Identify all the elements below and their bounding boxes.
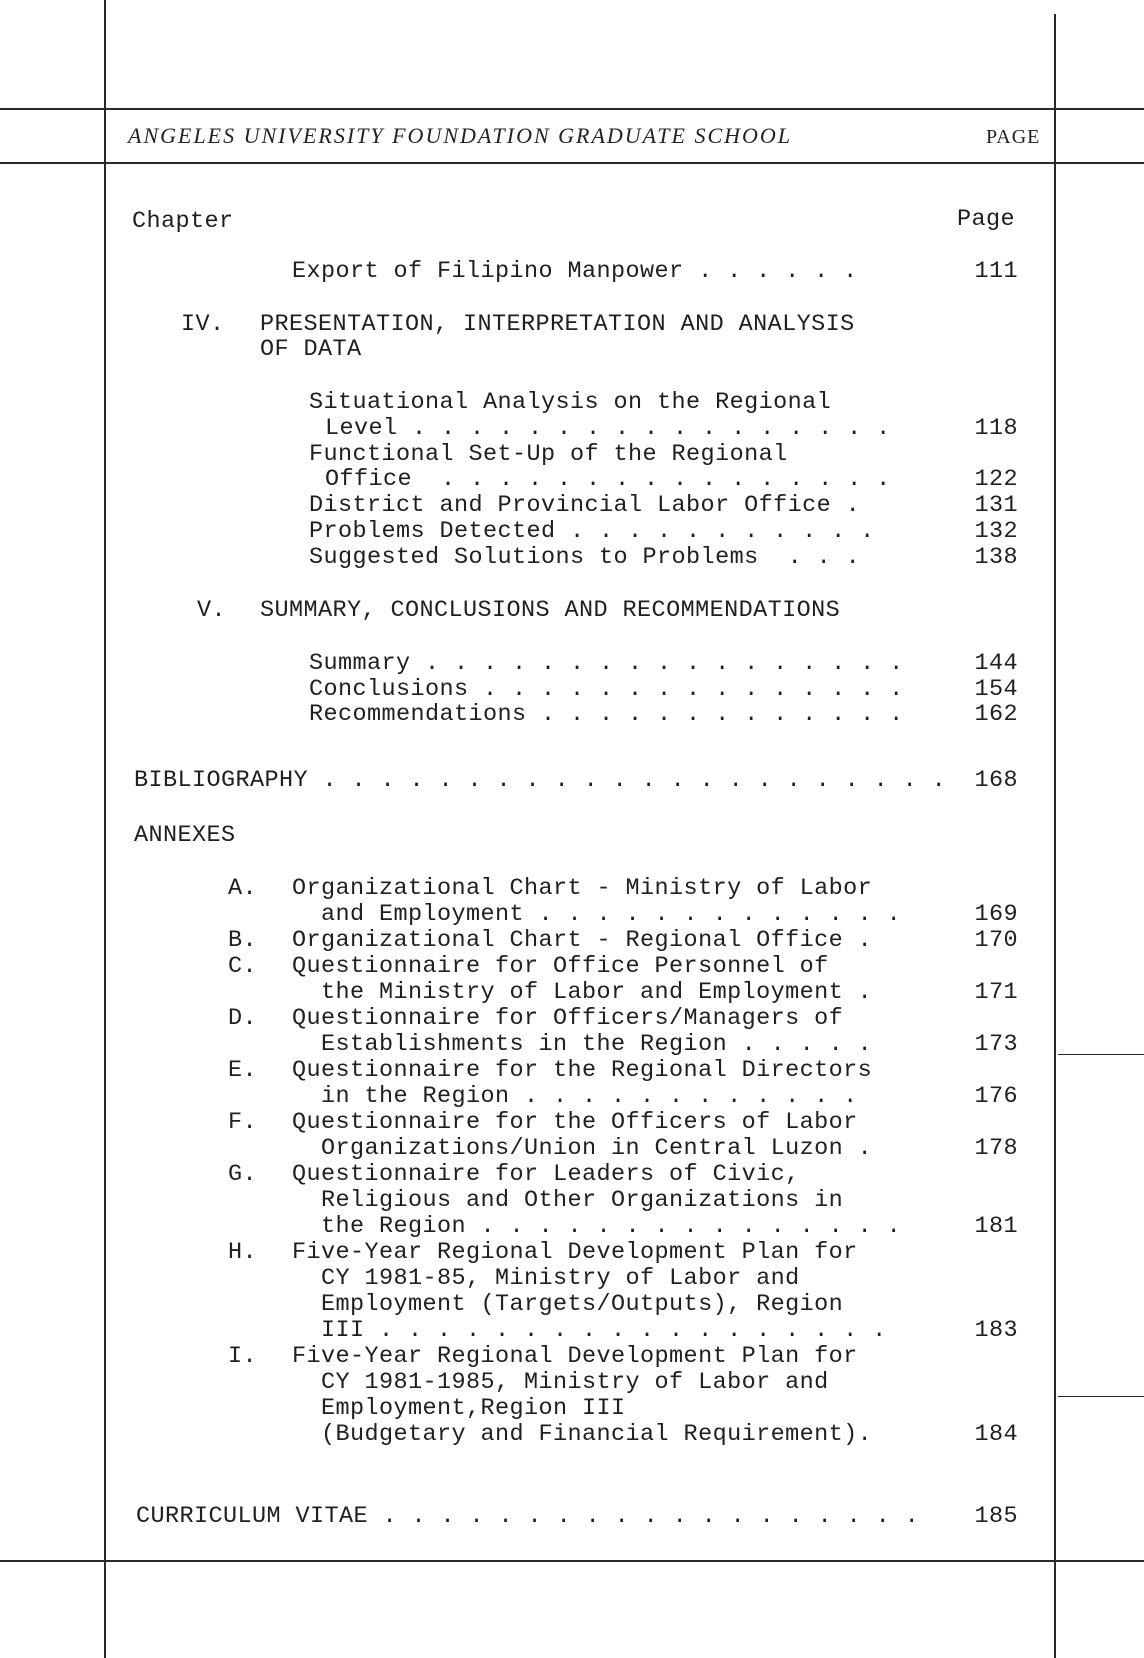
frame-right-line xyxy=(1054,14,1056,1658)
annex-title: Organizational Chart - Regional Office . xyxy=(292,927,873,954)
chapter-iv-title-cont: OF DATA xyxy=(260,336,362,363)
annex-title: Questionnaire for Officers/Managers of xyxy=(292,1005,844,1032)
toc-entry: Problems Detected . . . . . . . . . . . xyxy=(309,518,875,545)
chapter-column-label: Chapter xyxy=(132,208,234,235)
annex-title-cont: Employment,Region III xyxy=(292,1395,626,1422)
toc-page-number: 169 xyxy=(974,901,1018,928)
toc-page-number: 132 xyxy=(974,518,1018,545)
annex-letter: G. xyxy=(228,1161,258,1188)
annex-title-cont: the Ministry of Labor and Employment . xyxy=(292,979,873,1006)
annex-title-cont: (Budgetary and Financial Requirement). xyxy=(292,1421,873,1448)
toc-page-number: 144 xyxy=(974,650,1018,677)
toc-page-number: 168 xyxy=(974,767,1018,794)
toc-page-number: 181 xyxy=(974,1213,1018,1240)
annex-title: Questionnaire for the Officers of Labor xyxy=(292,1109,858,1136)
margin-mark-right-1 xyxy=(1058,1054,1144,1055)
toc-entry: Situational Analysis on the Regional xyxy=(309,389,832,416)
toc-entry: Conclusions . . . . . . . . . . . . . . . xyxy=(309,676,904,703)
toc-page-number: 170 xyxy=(974,927,1018,954)
chapter-v-title: SUMMARY, CONCLUSIONS AND RECOMMENDATIONS xyxy=(260,597,841,624)
annex-title-cont: III . . . . . . . . . . . . . . . . . . xyxy=(292,1317,887,1344)
toc-entry: District and Provincial Labor Office . xyxy=(309,492,861,519)
page-column-label: Page xyxy=(957,206,1016,233)
toc-entry-export: Export of Filipino Manpower . . . . . . xyxy=(292,258,858,285)
annex-letter: F. xyxy=(228,1109,258,1136)
annex-title: Questionnaire for the Regional Directors xyxy=(292,1057,873,1084)
toc-page-number: 131 xyxy=(974,492,1018,519)
annex-title-cont: Religious and Other Organizations in xyxy=(292,1187,844,1214)
annex-title: Questionnaire for Leaders of Civic, xyxy=(292,1161,800,1188)
toc-entry-cont: Level . . . . . . . . . . . . . . . . . xyxy=(325,415,891,442)
toc-entry: Summary . . . . . . . . . . . . . . . . . xyxy=(309,650,904,677)
frame-top-line xyxy=(0,108,1144,110)
chapter-iv-title: PRESENTATION, INTERPRETATION AND ANALYSIS xyxy=(260,311,855,338)
toc-entry-cont: Office . . . . . . . . . . . . . . . . xyxy=(325,466,891,493)
annex-title-cont: Employment (Targets/Outputs), Region xyxy=(292,1291,844,1318)
annex-letter: D. xyxy=(228,1005,258,1032)
annex-title-cont: CY 1981-85, Ministry of Labor and xyxy=(292,1265,800,1292)
annex-title: Organizational Chart - Ministry of Labor xyxy=(292,875,873,902)
header-page-label: PAGE xyxy=(986,126,1041,148)
toc-page-number: 122 xyxy=(974,466,1018,493)
header-divider-line xyxy=(0,162,1144,164)
toc-page-number: 184 xyxy=(974,1421,1018,1448)
annex-letter: A. xyxy=(228,875,258,902)
toc-entry: Suggested Solutions to Problems . . . xyxy=(309,544,861,571)
annex-title-cont: and Employment . . . . . . . . . . . . . xyxy=(292,901,902,928)
toc-page-number: 173 xyxy=(974,1031,1018,1058)
toc-page-number: 178 xyxy=(974,1135,1018,1162)
annex-letter: I. xyxy=(228,1343,258,1370)
institution-header: ANGELES UNIVERSITY FOUNDATION GRADUATE SCHOOL xyxy=(128,123,793,148)
toc-entry-bibliography: BIBLIOGRAPHY . . . . . . . . . . . . . . . . . . . . . . xyxy=(134,767,947,794)
annex-title-cont: in the Region . . . . . . . . . . . . xyxy=(292,1083,858,1110)
annex-title-cont: Organizations/Union in Central Luzon . xyxy=(292,1135,873,1162)
toc-page-number: 154 xyxy=(974,676,1018,703)
annex-title-cont: the Region . . . . . . . . . . . . . . . xyxy=(292,1213,902,1240)
chapter-numeral-iv: IV. xyxy=(181,311,225,338)
toc-page-number: 111 xyxy=(974,258,1018,285)
toc-entry: Functional Set-Up of the Regional xyxy=(309,441,788,468)
toc-page-number: 185 xyxy=(974,1503,1018,1530)
toc-entry-curriculum-vitae: CURRICULUM VITAE . . . . . . . . . . . . . . . . . . . xyxy=(136,1503,920,1530)
toc-page-number: 162 xyxy=(974,701,1018,728)
toc-page-number: 171 xyxy=(974,979,1018,1006)
annex-letter: C. xyxy=(228,953,258,980)
chapter-numeral-v: V. xyxy=(197,597,227,624)
toc-entry: Recommendations . . . . . . . . . . . . . xyxy=(309,701,904,728)
toc-page-number: 176 xyxy=(974,1083,1018,1110)
annex-letter: B. xyxy=(228,927,258,954)
toc-page-number: 118 xyxy=(974,415,1018,442)
annex-title: Questionnaire for Office Personnel of xyxy=(292,953,829,980)
toc-page-number: 138 xyxy=(974,544,1018,571)
annex-letter: H. xyxy=(228,1239,258,1266)
frame-bottom-line xyxy=(0,1560,1144,1562)
frame-left-line xyxy=(104,0,106,1658)
annexes-heading: ANNEXES xyxy=(134,822,236,849)
toc-page-number: 183 xyxy=(974,1317,1018,1344)
margin-mark-right-2 xyxy=(1058,1396,1144,1397)
annex-title: Five-Year Regional Development Plan for xyxy=(292,1343,858,1370)
annex-title: Five-Year Regional Development Plan for xyxy=(292,1239,858,1266)
annex-title-cont: Establishments in the Region . . . . . xyxy=(292,1031,873,1058)
annex-letter: E. xyxy=(228,1057,258,1084)
annex-title-cont: CY 1981-1985, Ministry of Labor and xyxy=(292,1369,829,1396)
